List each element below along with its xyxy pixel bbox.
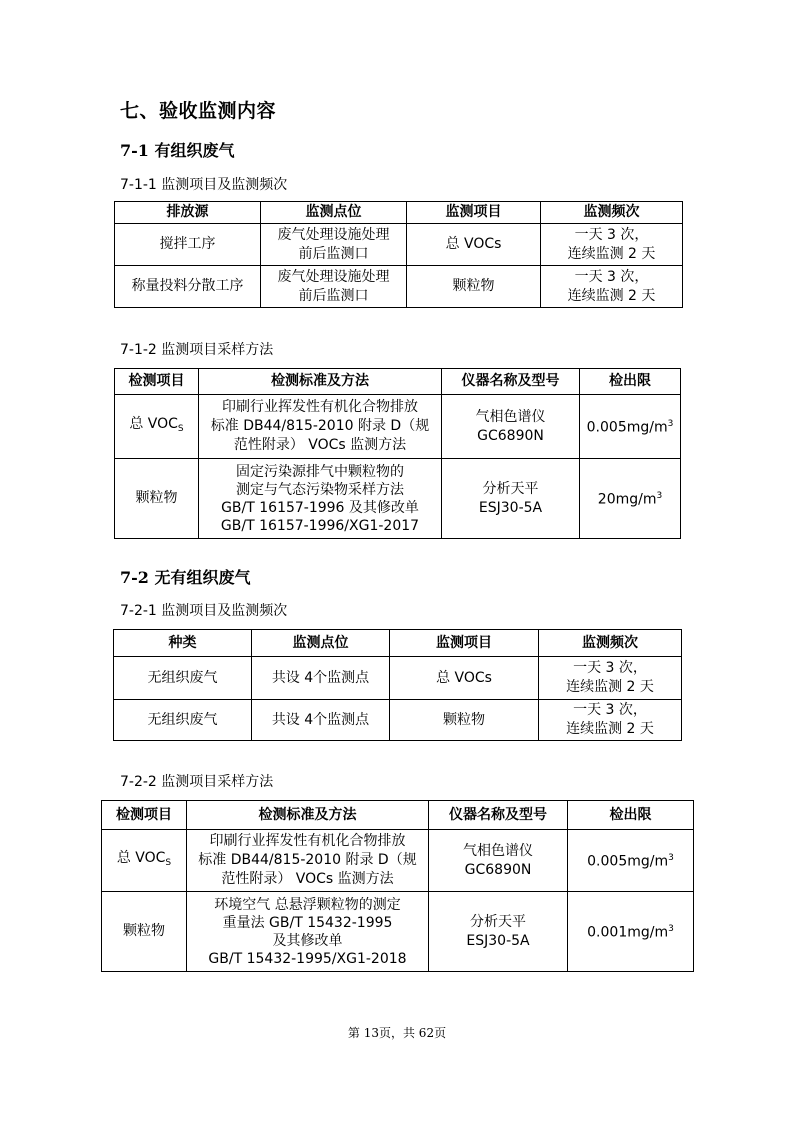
table-7-2-1 <box>113 629 682 741</box>
table-cell: 总 VOCs <box>390 657 539 700</box>
table-cell: 无组织废气 <box>114 657 252 700</box>
table-cell <box>568 830 694 892</box>
table-7-2-2 <box>101 800 694 972</box>
table-cell <box>115 395 199 459</box>
table-cell: 颗粒物 <box>390 700 539 741</box>
table-row <box>115 224 683 266</box>
table-cell: 一天 3 次， 连续监测 2 天 <box>541 224 683 266</box>
table-cell: 废气处理设施处理 前后监测口 <box>261 266 407 308</box>
page-footer: 第 13页，共 62页 <box>347 1026 447 1040</box>
limit-value: 0.005mg/m <box>587 853 669 870</box>
table-cell <box>568 892 694 972</box>
table-cell: 气相色谱仪 GC6890N <box>442 395 580 459</box>
header-cell: 种类 <box>114 630 252 657</box>
table-cell: 一天 3 次， 连续监测 2 天 <box>539 657 682 700</box>
superscript: 3 <box>656 491 663 502</box>
subscript: S <box>165 857 172 868</box>
table-cell: 分析天平 ESJ30-5A <box>429 892 568 972</box>
item-name: 总 VOC <box>116 849 166 866</box>
header-cell: 检测项目 <box>102 801 187 830</box>
table-row <box>115 395 681 459</box>
table-row <box>114 700 682 741</box>
header-cell: 检测标准及方法 <box>187 801 429 830</box>
table-cell: 颗粒物 <box>115 459 199 539</box>
table-cell: 总 VOCs <box>407 224 541 266</box>
header-cell: 排放源 <box>115 202 261 224</box>
header-cell: 监测项目 <box>390 630 539 657</box>
table-caption-7-2-1: 7-2-1 监测项目及监测频次 <box>120 603 288 619</box>
limit-value: 0.001mg/m <box>587 924 669 941</box>
header-cell: 监测频次 <box>541 202 683 224</box>
table-row <box>102 830 694 892</box>
header-cell: 监测项目 <box>407 202 541 224</box>
superscript: 3 <box>668 924 674 935</box>
table-cell: 印刷行业挥发性有机化合物排放 标准 DB44/815-2010 附录 D（规 范性附录） VOCs 监测方法 <box>187 830 429 892</box>
table-cell: 一天 3 次， 连续监测 2 天 <box>539 700 682 741</box>
table-cell: 印刷行业挥发性有机化合物排放 标准 DB44/815-2010 附录 D（规 范性附录） VOCs 监测方法 <box>199 395 442 459</box>
table-cell: 固定污染源排气中颗粒物的 测定与气态污染物采样方法 GB/T 16157-1996 及其修改单 GB/T 16157-1996/XG1-2017 <box>199 459 442 539</box>
table-cell <box>580 395 681 459</box>
subsection-title-7-1: 7-1 有组织废气 <box>120 141 235 160</box>
table-row <box>102 892 694 972</box>
limit-value: 20mg/m <box>597 491 657 508</box>
table-row <box>115 459 681 539</box>
table-cell <box>580 459 681 539</box>
table-cell: 共设 4个监测点 <box>252 657 390 700</box>
table-row <box>114 657 682 700</box>
table-cell: 气相色谱仪 GC6890N <box>429 830 568 892</box>
header-cell: 检测项目 <box>115 369 199 395</box>
table-row <box>115 266 683 308</box>
header-cell: 仪器名称及型号 <box>429 801 568 830</box>
table-7-1-1 <box>114 201 683 308</box>
superscript: 3 <box>667 419 674 430</box>
table-caption-7-2-2: 7-2-2 监测项目采样方法 <box>120 774 274 790</box>
table-cell: 称量投料分散工序 <box>115 266 261 308</box>
section-title: 七、验收监测内容 <box>120 100 277 122</box>
header-cell: 监测频次 <box>539 630 682 657</box>
table-caption-7-1-1: 7-1-1 监测项目及监测频次 <box>120 177 288 193</box>
header-cell: 监测点位 <box>261 202 407 224</box>
table-caption-7-1-2: 7-1-2 监测项目采样方法 <box>120 342 274 358</box>
superscript: 3 <box>668 853 674 864</box>
table-cell: 颗粒物 <box>407 266 541 308</box>
header-cell: 检出限 <box>568 801 694 830</box>
table-cell: 废气处理设施处理 前后监测口 <box>261 224 407 266</box>
header-cell: 监测点位 <box>252 630 390 657</box>
item-name: 总 VOC <box>129 415 178 432</box>
table-cell <box>102 830 187 892</box>
header-cell: 仪器名称及型号 <box>442 369 580 395</box>
table-cell: 搅拌工序 <box>115 224 261 266</box>
table-cell: 无组织废气 <box>114 700 252 741</box>
table-cell: 环境空气 总悬浮颗粒物的测定 重量法 GB/T 15432-1995 及其修改单 GB/T 15432-1995/XG1-2018 <box>187 892 429 972</box>
limit-value: 0.005mg/m <box>586 419 668 436</box>
table-cell: 一天 3 次， 连续监测 2 天 <box>541 266 683 308</box>
header-cell: 检测标准及方法 <box>199 369 442 395</box>
subsection-title-7-2: 7-2 无有组织废气 <box>120 568 251 587</box>
table-cell: 分析天平 ESJ30-5A <box>442 459 580 539</box>
table-7-1-2 <box>114 368 681 539</box>
subscript: S <box>177 423 184 434</box>
table-cell: 共设 4个监测点 <box>252 700 390 741</box>
header-cell: 检出限 <box>580 369 681 395</box>
table-cell: 颗粒物 <box>102 892 187 972</box>
